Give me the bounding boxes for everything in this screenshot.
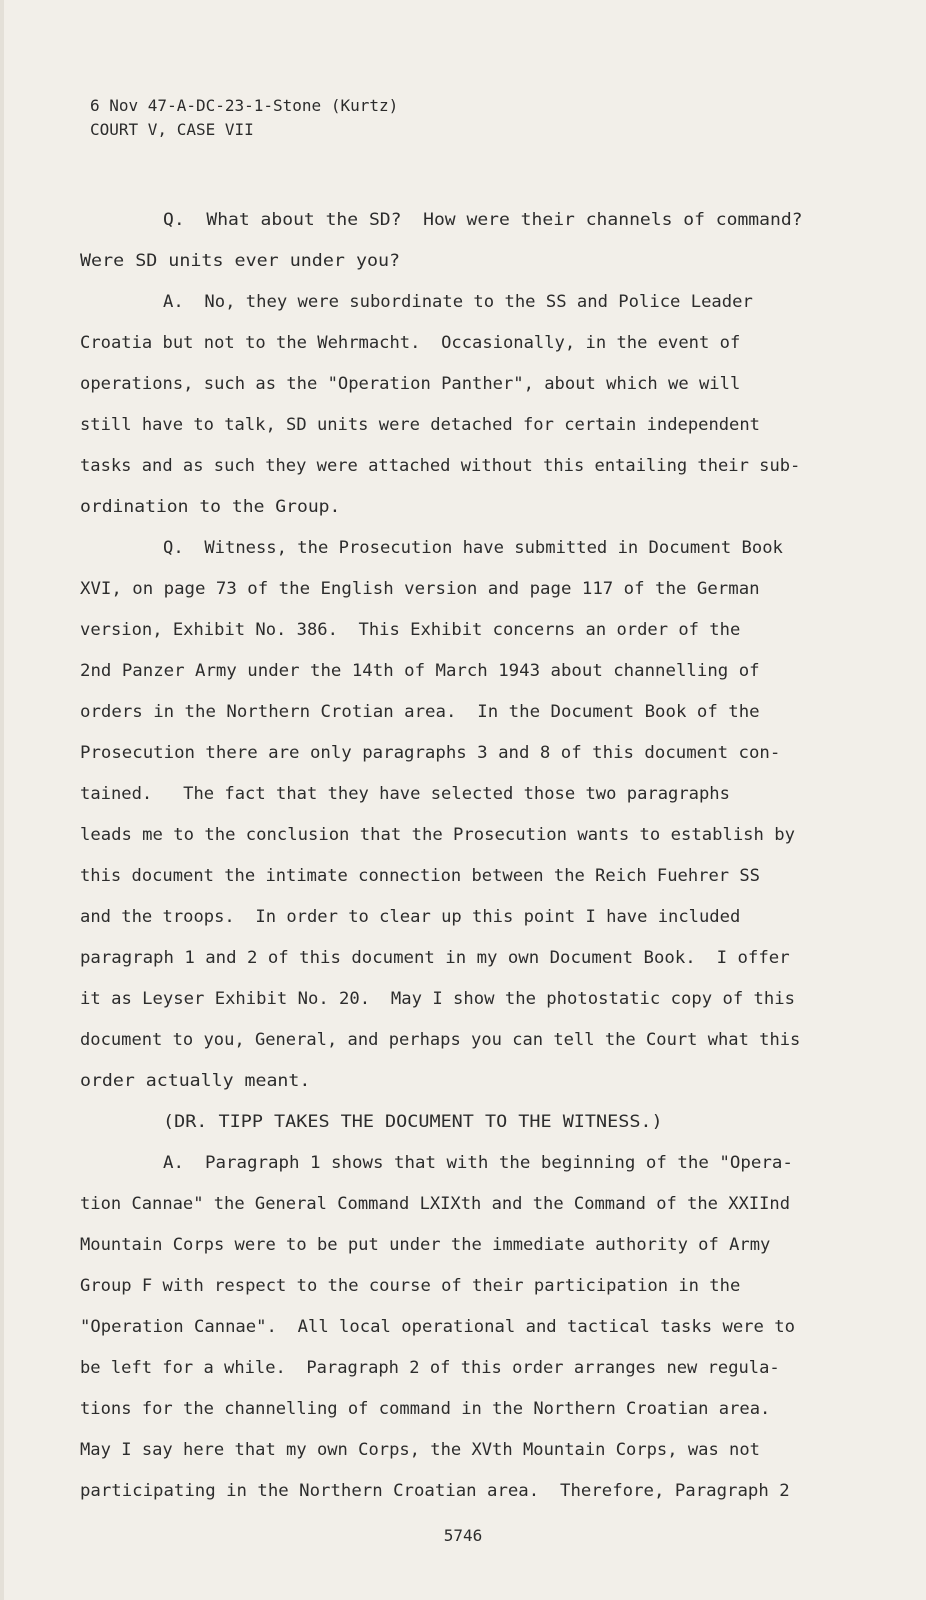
text-line: leads me to the conclusion that the Prosecution wants to establish by [80, 825, 795, 845]
page-edge [0, 0, 4, 1600]
text-line: tions for the channelling of command in the Northern Croatian area. [80, 1399, 771, 1419]
text-line: version, Exhibit No. 386. This Exhibit concerns an order of the [80, 620, 741, 640]
header-court: COURT V, CASE VII [90, 120, 254, 139]
text-line: ordination to the Group. [80, 497, 341, 517]
text-line: order actually meant. [80, 1071, 311, 1091]
text-line: it as Leyser Exhibit No. 20. May I show the photostatic copy of this [80, 989, 795, 1009]
text-line: Were SD units ever under you? [80, 251, 401, 271]
header-reference: 6 Nov 47-A-DC-23-1-Stone (Kurtz) [90, 96, 399, 115]
text-line: paragraph 1 and 2 of this document in my own Document Book. I offer [80, 948, 790, 968]
text-line: A. No, they were subordinate to the SS and Police Leader [163, 292, 753, 312]
text-line: May I say here that my own Corps, the XVth Mountain Corps, was not [80, 1440, 760, 1460]
text-line: XVI, on page 73 of the English version and page 117 of the German [80, 579, 760, 599]
document-header [90, 94, 398, 142]
text-line: 2nd Panzer Army under the 14th of March 1943 about channelling of [80, 661, 760, 681]
text-line: document to you, General, and perhaps you can tell the Court what this [80, 1030, 801, 1050]
text-line: "Operation Cannae". All local operational and tactical tasks were to [80, 1317, 795, 1337]
text-line: Group F with respect to the course of their participation in the [80, 1276, 741, 1296]
text-line: orders in the Northern Crotian area. In the Document Book of the [80, 702, 760, 722]
text-line: Q. Witness, the Prosecution have submitted in Document Book [163, 538, 783, 558]
stage-direction: (DR. TIPP TAKES THE DOCUMENT TO THE WITNESS.) [163, 1112, 663, 1132]
text-line: be left for a while. Paragraph 2 of this order arranges new regula- [80, 1358, 780, 1378]
text-line: operations, such as the "Operation Panther", about which we will [80, 374, 741, 394]
text-line: tion Cannae" the General Command LXIXth and the Command of the XXIInd [80, 1194, 790, 1214]
page-number: 5746 [443, 1526, 483, 1545]
text-line: Mountain Corps were to be put under the immediate authority of Army [80, 1235, 771, 1255]
text-line: Prosecution there are only paragraphs 3 and 8 of this document con- [80, 743, 781, 763]
text-line: A. Paragraph 1 shows that with the beginning of the "Opera- [163, 1153, 793, 1173]
text-line: still have to talk, SD units were detached for certain independent [80, 415, 760, 435]
text-line: Croatia but not to the Wehrmacht. Occasionally, in the event of [80, 333, 741, 353]
text-line: and the troops. In order to clear up this point I have included [80, 907, 741, 927]
text-line: tasks and as such they were attached without this entailing their sub- [80, 456, 801, 476]
text-line: Q. What about the SD? How were their channels of command? [163, 210, 803, 230]
text-line: this document the intimate connection between the Reich Fuehrer SS [80, 866, 760, 886]
text-line: participating in the Northern Croatian area. Therefore, Paragraph 2 [80, 1481, 790, 1501]
text-line: tained. The fact that they have selected those two paragraphs [80, 784, 730, 804]
